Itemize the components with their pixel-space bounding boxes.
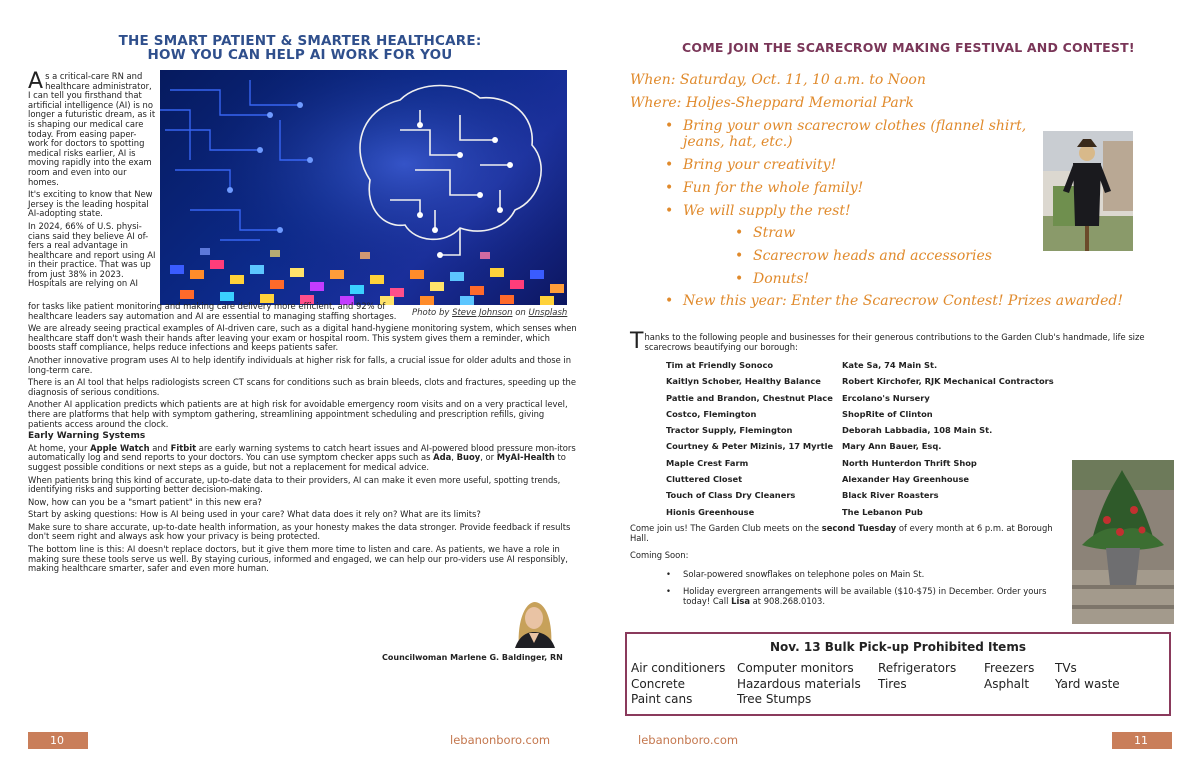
- paragraph-share: When patients bring this kind of accurate, up-to-date data to their providers, AI can make it even more useful, spotting trends, identifying risks and supporting better decision-making.: [28, 474, 561, 495]
- table-row: Tractor Supply, Flemington Deborah Labbadia, 108 Main St.: [666, 425, 993, 436]
- photo-author-link[interactable]: Steve Johnson: [452, 308, 513, 318]
- paragraph-ct: There is an AI tool that helps radiologists screen CT scans for conditions such as brain bleeds, clots and fractures, speeding up the diagnosis of serious conditions.: [28, 377, 576, 397]
- paragraph-hygiene: We are already seeing practical examples of AI-driven care, such as a digital hand-hygiene monitoring system, which senses when healthcare staff don't wash their hands after leaving your exam or hospital room. This system gives them a reminder, which boosts staff compliance, helps reduce infections and keeps patients safer.: [28, 323, 577, 353]
- drop-cap: T: [630, 329, 644, 354]
- page-number-right: 11: [1112, 732, 1172, 749]
- coming-soon-list: [666, 569, 1066, 613]
- garden-club-meeting: Come join us! The Garden Club meets on the second Tuesday of every month at 6 p.m. at Borough Hall.: [630, 523, 1053, 543]
- article-title-line2: HOW YOU CAN HELP AI WORK FOR YOU: [147, 47, 453, 63]
- sponsor-table: [666, 359, 1106, 522]
- paragraph-falls: Another innovative program uses AI to help identify individuals at higher risk for falls, a crucial issue for older adults and those in long-term care.: [28, 354, 572, 375]
- paragraph-home: At home, your Apple Watch and Fitbit are early warning systems to catch heart issues and AI-powered blood pressure mon-itors automatically log and send reports to your doctors. You can use symptom checker apps such as Ada, Buoy, or MyAI-Health to suggest possible conditions or next steps as a guide, but not a replacement for medical advice.: [28, 442, 576, 472]
- table-row: Hionis Greenhouse The Lebanon Pub: [666, 506, 923, 517]
- bulk-pickup-title: Nov. 13 Bulk Pick-up Prohibited Items: [770, 640, 1026, 654]
- right-page: [600, 0, 1200, 776]
- table-row: Tim at Friendly Sonoco Kate Sa, 74 Main St.: [666, 360, 938, 370]
- bulk-pickup-box: [625, 632, 1171, 716]
- table-row: Touch of Class Dry Cleaners Black River Roasters: [666, 490, 939, 501]
- author-byline: Councilwoman Marlene G. Baldinger, RN: [382, 653, 563, 662]
- scarecrow-photo: [1043, 131, 1133, 251]
- article-title: [28, 34, 572, 62]
- intro-column: [28, 69, 156, 292]
- paragraph-er: Another AI application predicts which patients are at high risk for avoidable emergency room visits and on a very practical level, there are platforms that help with symptom gathering, streamlining appointment scheduling and prescription refills, giving patients access around the clock.: [28, 399, 568, 429]
- table-row: Pattie and Brandon, Chestnut Place Ercolano's Nursery: [666, 392, 930, 403]
- coming-soon-label: Coming Soon:: [630, 550, 689, 560]
- list-item: • Bring your creativity!: [665, 157, 1045, 173]
- table-row: Costco, Flemington ShopRite of Clinton: [666, 408, 933, 419]
- unsplash-link[interactable]: Unsplash: [528, 308, 568, 318]
- lead-continuation: for tasks like patient monitoring and making care delivery more efficient, and 92% of healthcare leaders say automation and AI are essential to managing staffing shortages.: [28, 301, 397, 321]
- drop-cap: A: [28, 69, 44, 94]
- list-item: • Bring your own scarecrow clothes (flannel shirt, jeans, hat, etc.): [665, 118, 1045, 150]
- councilwoman-photo: [509, 596, 559, 648]
- subhead-early-warning: Early Warning Systems: [28, 431, 146, 442]
- paragraph-now: Now, how can you be a "smart patient" in this new era?: [28, 496, 262, 507]
- page-number-left: 10: [28, 732, 88, 749]
- event-when: When: Saturday, Oct. 11, 10 a.m. to Noon: [630, 72, 926, 88]
- supply-sub-bullets: [735, 225, 992, 294]
- items-column-5: TVs Yard waste: [1055, 661, 1120, 691]
- list-item: • New this year: Enter the Scarecrow Contest! Prizes awarded!: [665, 293, 1125, 309]
- paragraph-accurate: Make sure to share accurate, up-to-date health information, as your honesty makes the data stronger. Provide feedback if results don't seem right and always ask how your privacy is being protected.: [28, 521, 571, 542]
- festival-bullets: [665, 118, 1045, 226]
- table-row: Courtney & Peter Mizinis, 17 Myrtle Mary Ann Bauer, Esq.: [666, 441, 942, 452]
- items-column-2: Computer monitors Hazardous materials Tree Stumps: [737, 661, 861, 706]
- event-where: Where: Holjes-Sheppard Memorial Park: [630, 95, 914, 111]
- photo-credit: Photo by Steve Johnson on Unsplash: [412, 308, 568, 318]
- list-item: • Scarecrow heads and accessories: [735, 248, 992, 264]
- list-item: • Fun for the whole family!: [665, 180, 1045, 196]
- table-row: Kaitlyn Schober, Healthy Balance Robert Kirchofer, RJK Mechanical Contractors: [666, 376, 1054, 387]
- festival-title: COME JOIN THE SCARECROW MAKING FESTIVAL AND CONTEST!: [682, 40, 1135, 55]
- table-row: Cluttered Closet Alexander Hay Greenhouse: [666, 474, 970, 485]
- thanks-paragraph: Thanks to the following people and businesses for their generous contributions to the Garden Club's handmade, life size scarecrows beautifying our borough:: [630, 329, 1145, 354]
- list-item: • Donuts!: [735, 271, 992, 287]
- contest-bullet: [665, 293, 1125, 309]
- list-item: • We will supply the rest!: [665, 203, 1045, 219]
- items-column-3: Refrigerators Tires: [878, 661, 957, 691]
- list-item: • Holiday evergreen arrangements will be available ($10-$75) in December. Order yours today! Call Lisa at 908.268.0103.: [666, 586, 1066, 606]
- table-row: Maple Crest Farm North Hunterdon Thrift Shop: [666, 457, 977, 468]
- paragraph-bottom-line: The bottom line is this: AI doesn't replace doctors, but it give them more time to listen and care. As patients, we have a role in making sure these tools serve us well. By staying curious, informed and engaged, we can help our pro-viders use AI responsibly, making healthcare smarter, safer and even more human.: [28, 544, 568, 574]
- items-column-4: Freezers Asphalt: [984, 661, 1035, 691]
- paragraph-start: Start by asking questions: How is AI being used in your care? What data does it rely on? What are its limits?: [28, 509, 481, 520]
- list-item: • Straw: [735, 225, 992, 241]
- list-item: • Solar-powered snowflakes on telephone poles on Main St.: [666, 569, 1066, 579]
- evergreen-arrangement-photo: [1072, 460, 1174, 624]
- article-title-line1: THE SMART PATIENT & SMARTER HEALTHCARE:: [118, 33, 482, 49]
- website-right[interactable]: lebanonboro.com: [638, 733, 739, 747]
- article-body: [28, 302, 578, 577]
- intro-paragraph-3: In 2024, 66% of U.S. physi-cians said they believe AI of-fers a real advantage in healthcare and report using AI in their practice. That was up from just 38% in 2023. Hospitals are relying on AI: [28, 220, 156, 289]
- intro-paragraph-2: It's exciting to know that New Jersey is the leading hospital AI-adopting state.: [28, 189, 153, 219]
- ai-brain-illustration: [160, 70, 567, 305]
- items-column-1: Air conditioners Concrete Paint cans: [631, 661, 726, 706]
- website-left[interactable]: lebanonboro.com: [450, 733, 551, 747]
- intro-paragraph-1: As a critical-care RN and healthcare administrator, I can tell you firsthand that artificial intelligence (AI) is no longer a futuristic dream, as it is shaping our medical care today. From easing paper-work for doctors to spotting medical risks earlier, AI is moving rapidly into the exam room and even into our homes.: [28, 69, 156, 187]
- ai-brain-image: [160, 70, 567, 305]
